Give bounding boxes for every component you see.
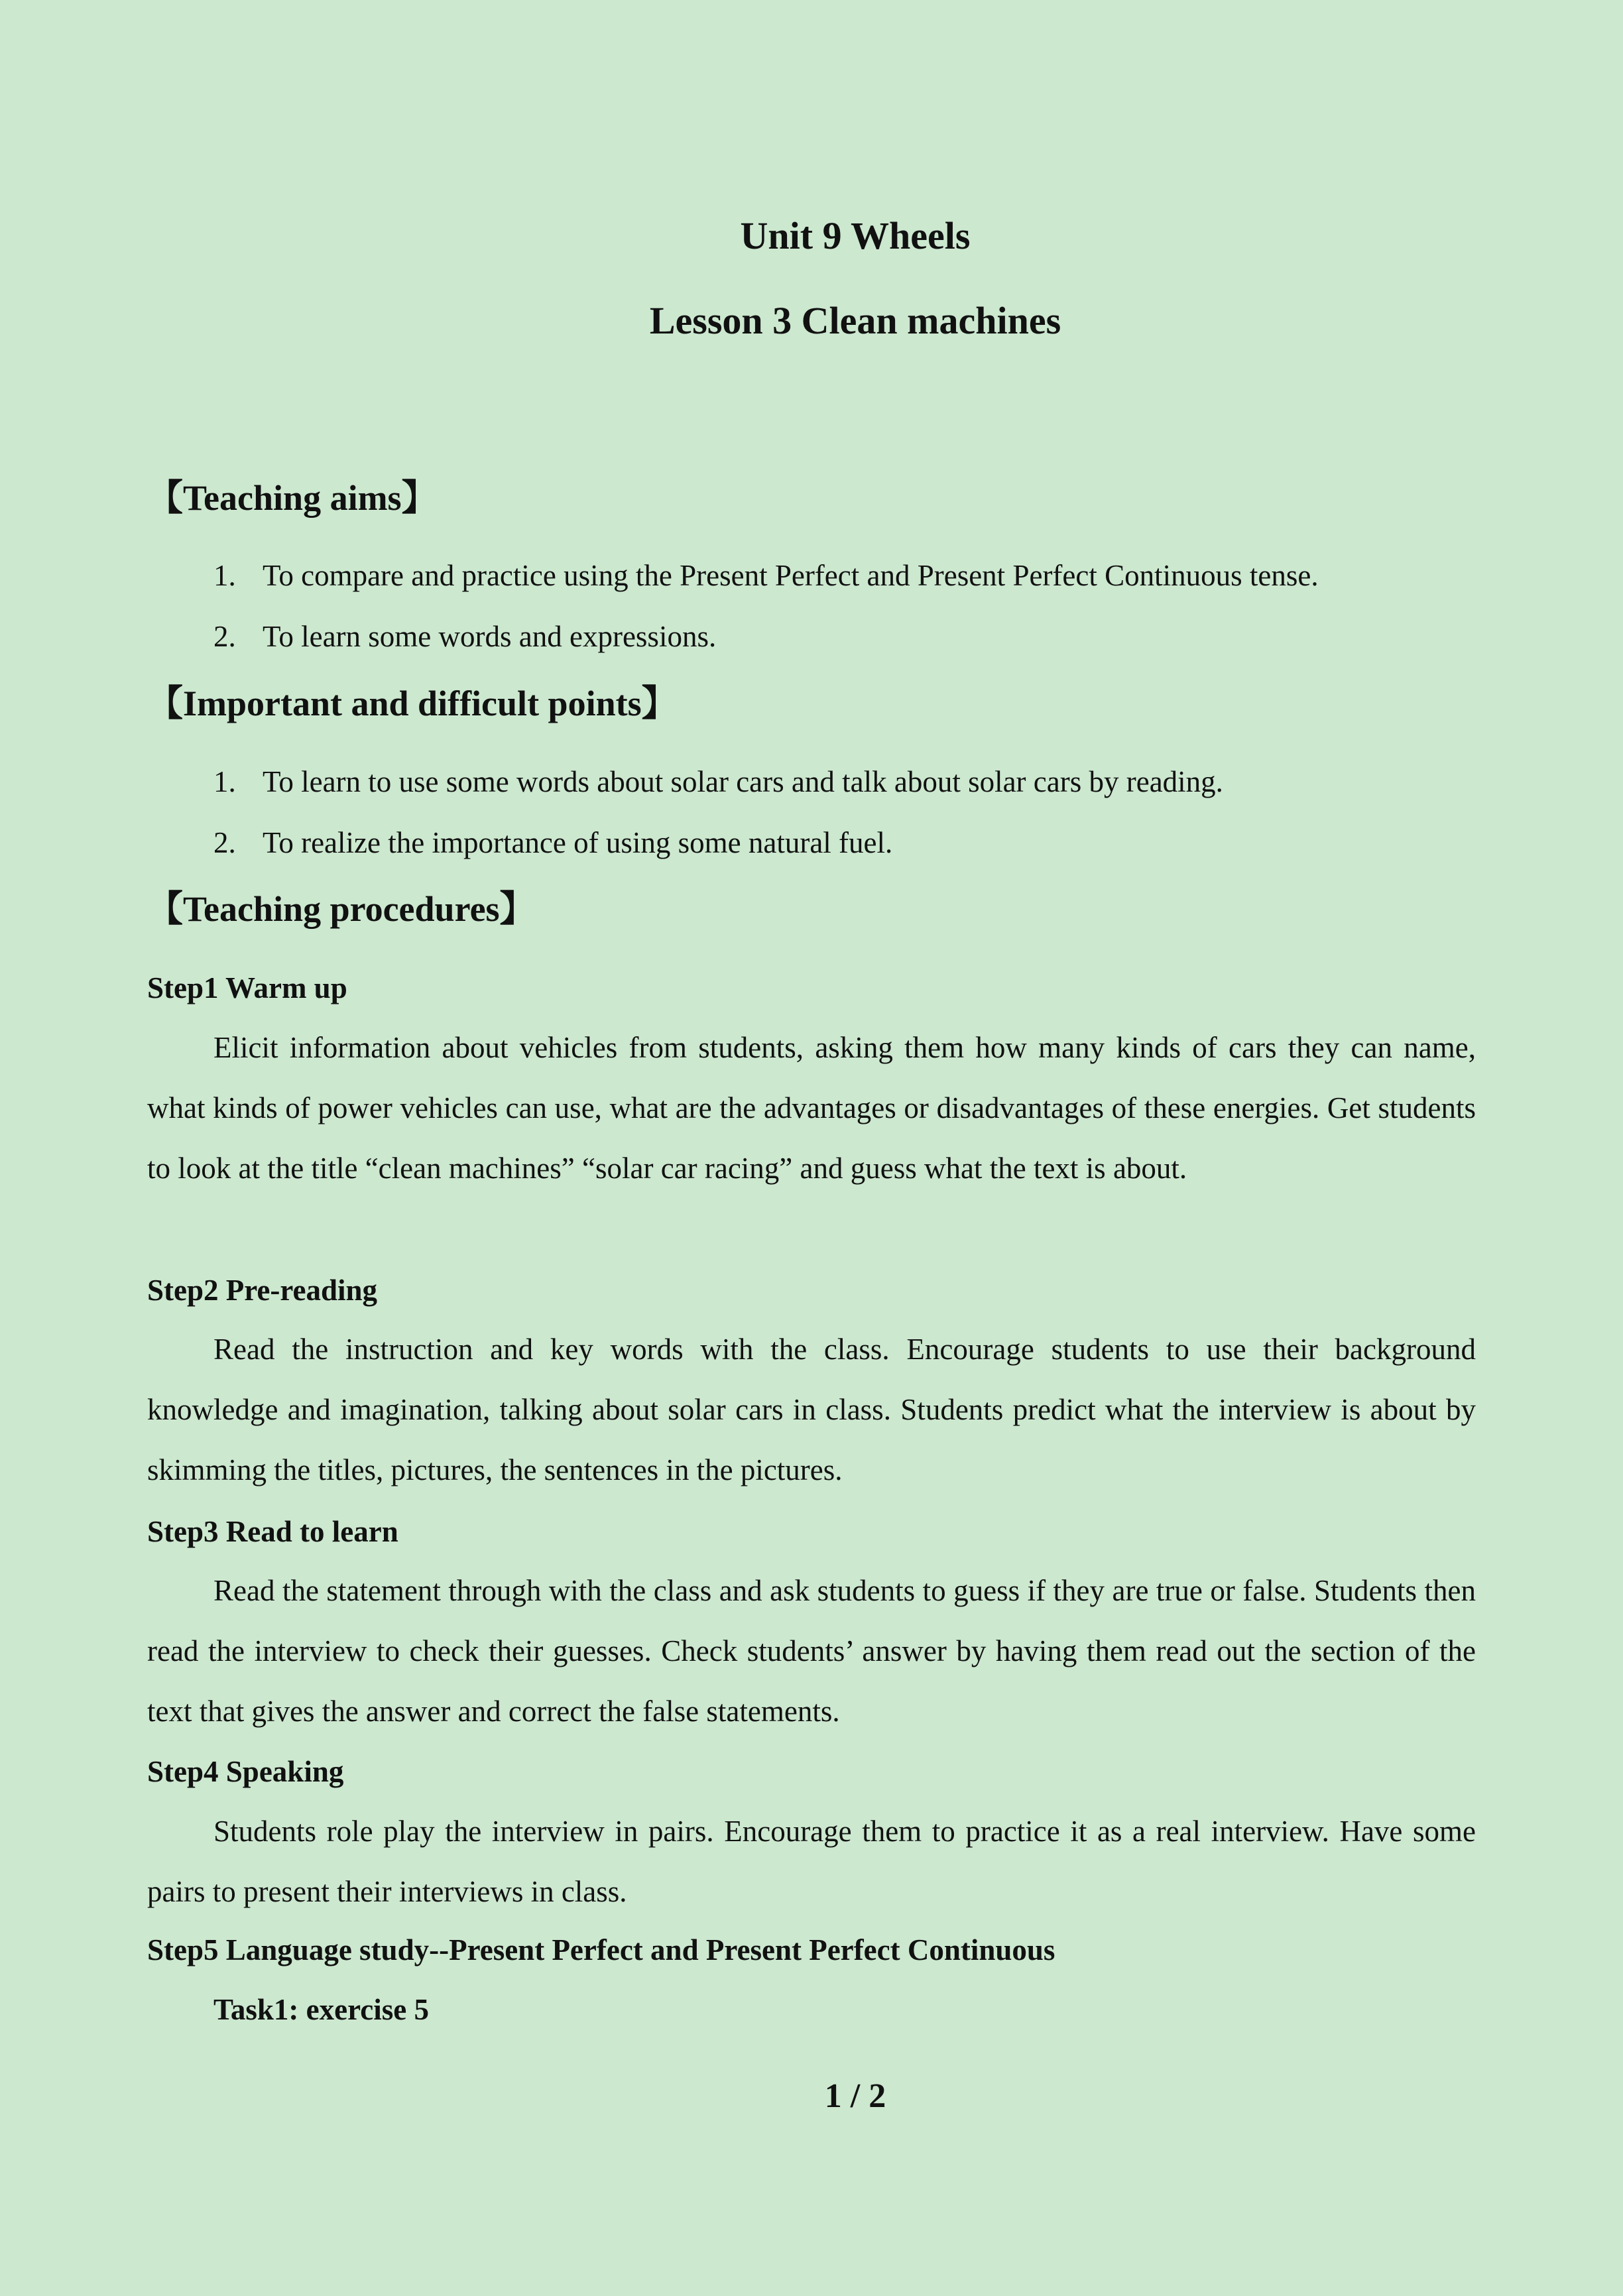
list-text: To learn to use some words about solar cars and talk about solar cars by reading. (263, 765, 1223, 798)
lesson-title: Lesson 3 Clean machines (649, 299, 1061, 342)
step-paragraph: Elicit information about vehicles from students, asking them how many kinds of cars they can name, what kinds of power vehicles can use, what are the advantages or disadvantages of these energies. Get students to look at the title “clean machines” “solar car racing” and guess what the text is about. (147, 1031, 1476, 1185)
page-number: 1 / 2 (824, 2077, 886, 2115)
list-number: 1. (213, 765, 236, 798)
task-heading: Task1: exercise 5 (213, 1993, 429, 2026)
teaching-aims-heading: 【Teaching aims】 (147, 478, 438, 518)
list-item (213, 619, 716, 654)
list-text: To learn some words and expressions. (263, 620, 717, 653)
list-item (213, 558, 1319, 593)
step-paragraph: Read the statement through with the class and ask students to guess if they are true or false. Students then read the interview to check their guesses. Check students’ answer by having them read out the section of the text that gives the answer and correct the false statements. (147, 1574, 1476, 1728)
step-heading: Step4 Speaking (147, 1755, 344, 1788)
list-text: To compare and practice using the Present Perfect and Present Perfect Continuous tense. (263, 559, 1319, 592)
list-number: 2. (213, 620, 236, 653)
step-heading: Step2 Pre-reading (147, 1274, 378, 1307)
list-number: 2. (213, 826, 236, 859)
step-paragraph: Students role play the interview in pairs. Encourage them to practice it as a real interview. Have some pairs to present their interviews in class. (147, 1815, 1476, 1908)
step-heading: Step1 Warm up (147, 971, 347, 1004)
list-item (213, 825, 892, 860)
list-text: To realize the importance of using some natural fuel. (263, 826, 893, 859)
step-paragraph: Read the instruction and key words with the class. Encourage students to use their background knowledge and imagination, talking about solar cars in class. Students predict what the interview is about by skimming the titles, pictures, the sentences in the pictures. (147, 1333, 1476, 1486)
list-item (213, 764, 1223, 799)
unit-title: Unit 9 Wheels (740, 214, 971, 257)
important-points-heading: 【Important and difficult points】 (147, 684, 678, 723)
step-heading: Step5 Language study--Present Perfect and Present Perfect Continuous (147, 1933, 1055, 1966)
teaching-procedures-heading: 【Teaching procedures】 (147, 889, 536, 929)
list-number: 1. (213, 559, 236, 592)
step-heading: Step3 Read to learn (147, 1515, 398, 1548)
